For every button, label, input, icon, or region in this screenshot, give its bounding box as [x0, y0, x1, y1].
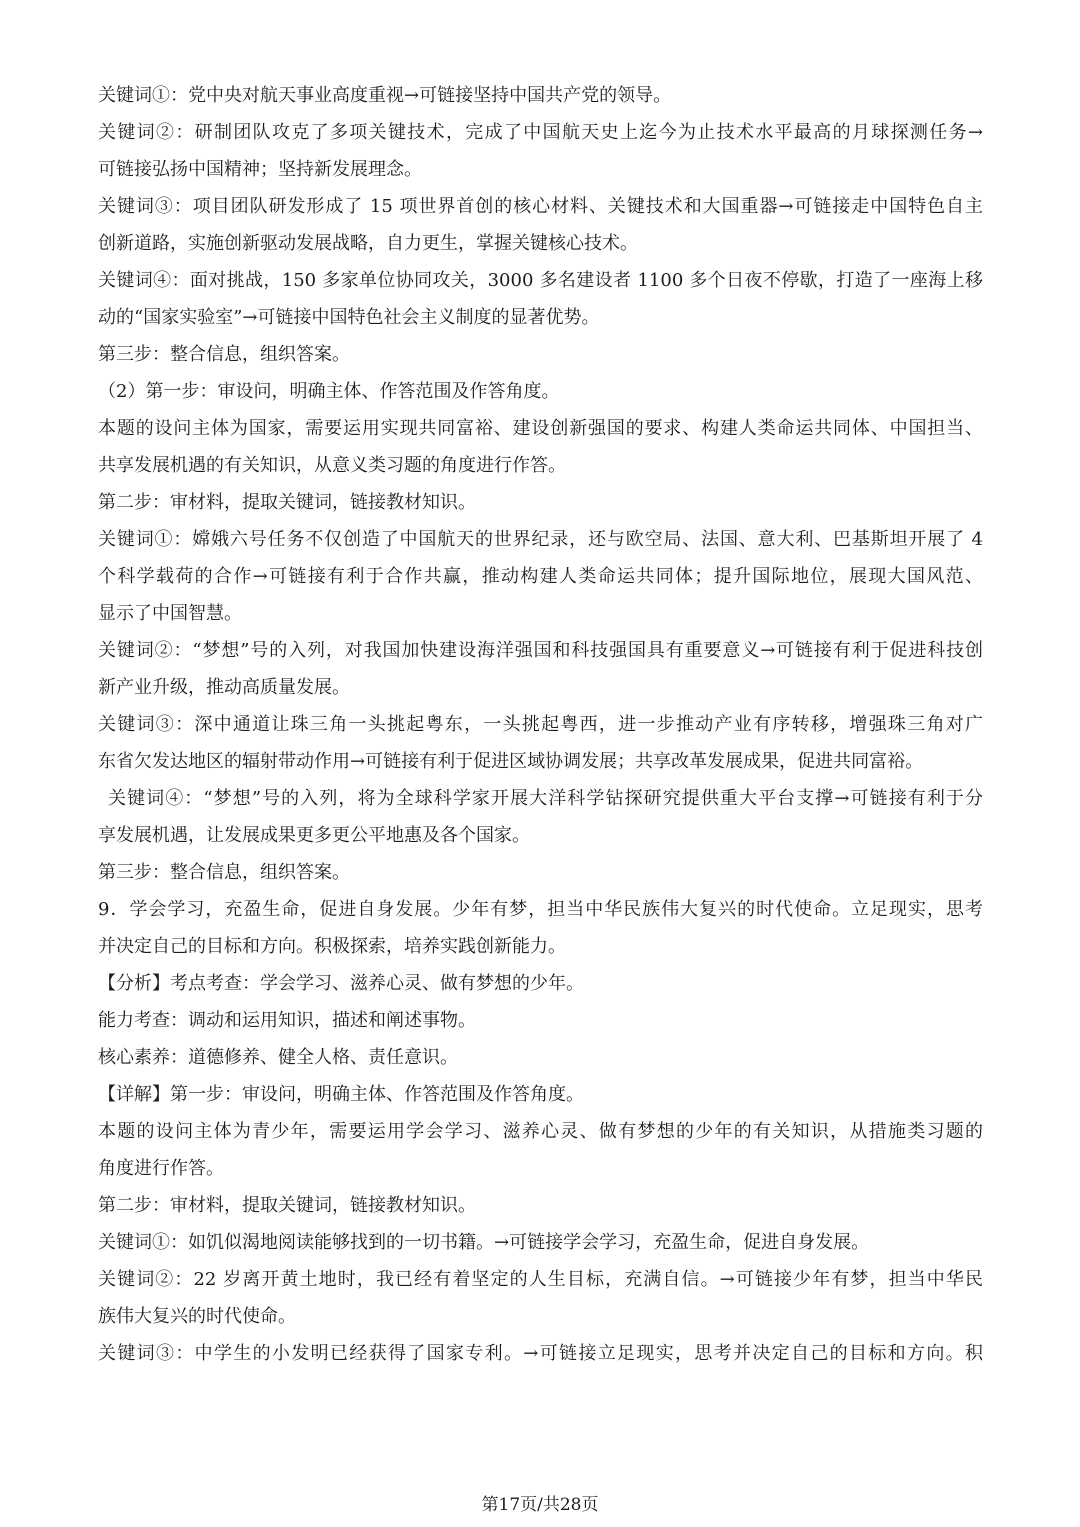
- text-line: （2）第一步：审设问，明确主体、作答范围及作答角度。: [98, 381, 560, 402]
- text-line: 本题的设问主体为国家，需要运用实现共同富裕、建设创新强国的要求、构建人类命运共同体、中国担当、: [98, 418, 983, 439]
- text-line: 关键词①：嫦娥六号任务不仅创造了中国航天的世界纪录，还与欧空局、法国、意大利、巴基斯坦开展了 4: [98, 529, 983, 550]
- text-line: 关键词③：深中通道让珠三角一头挑起粤东，一头挑起粤西，进一步推动产业有序转移，增强珠三角对广: [98, 714, 983, 735]
- page-number-footer: 第17页/共28页: [481, 1495, 599, 1515]
- text-line: 第二步：审材料，提取关键词，链接教材知识。: [98, 1195, 476, 1216]
- text-line: 角度进行作答。: [98, 1158, 224, 1179]
- text-line: 第二步：审材料，提取关键词，链接教材知识。: [98, 492, 476, 513]
- text-line: 动的“国家实验室”→可链接中国特色社会主义制度的显著优势。: [98, 307, 600, 328]
- text-line: 享发展机遇，让发展成果更多更公平地惠及各个国家。: [98, 825, 530, 846]
- text-line: 【详解】第一步：审设问，明确主体、作答范围及作答角度。: [98, 1084, 584, 1105]
- text-line: 关键词①：党中央对航天事业高度重视→可链接坚持中国共产党的领导。: [98, 85, 672, 106]
- text-line: 关键词②：研制团队攻克了多项关键技术，完成了中国航天史上迄今为止技术水平最高的月球探测任务→: [98, 122, 983, 143]
- text-line: 关键词②：22 岁离开黄土地时，我已经有着坚定的人生目标，充满自信。→可链接少年有梦，担当中华民: [98, 1269, 983, 1290]
- text-line: 创新道路，实施创新驱动发展战略，自力更生，掌握关键核心技术。: [98, 233, 638, 254]
- text-line: 关键词④：“梦想”号的入列，将为全球科学家开展大洋科学钻探研究提供重大平台支撑→可链接有利于分: [108, 788, 983, 809]
- document-body: [98, 77, 983, 1372]
- text-line: 能力考查：调动和运用知识，描述和阐述事物。: [98, 1010, 476, 1031]
- text-line: 【分析】考点考查：学会学习、滋养心灵、做有梦想的少年。: [98, 973, 584, 994]
- text-line: 关键词②：“梦想”号的入列，对我国加快建设海洋强国和科技强国具有重要意义→可链接有利于促进科技创: [98, 640, 983, 661]
- text-line: 新产业升级，推动高质量发展。: [98, 677, 350, 698]
- text-line: 第三步：整合信息，组织答案。: [98, 344, 350, 365]
- text-line: 个科学载荷的合作→可链接有利于合作共赢，推动构建人类命运共同体；提升国际地位，展现大国风范、: [98, 566, 983, 587]
- text-line: 并决定自己的目标和方向。积极探索，培养实践创新能力。: [98, 936, 566, 957]
- text-line: 关键词③：项目团队研发形成了 15 项世界首创的核心材料、关键技术和大国重器→可链接走中国特色自主: [98, 196, 983, 217]
- text-line: 9．学会学习，充盈生命，促进自身发展。少年有梦，担当中华民族伟大复兴的时代使命。立足现实，思考: [98, 899, 983, 920]
- text-line: 族伟大复兴的时代使命。: [98, 1306, 296, 1327]
- text-line: 共享发展机遇的有关知识，从意义类习题的角度进行作答。: [98, 455, 566, 476]
- text-line: 东省欠发达地区的辐射带动作用→可链接有利于促进区域协调发展；共享改革发展成果，促进共同富裕。: [98, 751, 924, 772]
- text-line: 关键词③：中学生的小发明已经获得了国家专利。→可链接立足现实，思考并决定自己的目标和方向。积: [98, 1343, 983, 1364]
- text-line: 关键词④：面对挑战，150 多家单位协同攻关，3000 多名建设者 1100 多个日夜不停歇，打造了一座海上移: [98, 270, 983, 291]
- text-line: 显示了中国智慧。: [98, 603, 242, 624]
- text-line: 核心素养：道德修养、健全人格、责任意识。: [98, 1047, 458, 1068]
- text-line: 第三步：整合信息，组织答案。: [98, 862, 350, 883]
- text-line: 可链接弘扬中国精神；坚持新发展理念。: [98, 159, 422, 180]
- text-line: 本题的设问主体为青少年，需要运用学会学习、滋养心灵、做有梦想的少年的有关知识，从措施类习题的: [98, 1121, 983, 1142]
- text-line: 关键词①：如饥似渴地阅读能够找到的一切书籍。→可链接学会学习，充盈生命，促进自身发展。: [98, 1232, 870, 1253]
